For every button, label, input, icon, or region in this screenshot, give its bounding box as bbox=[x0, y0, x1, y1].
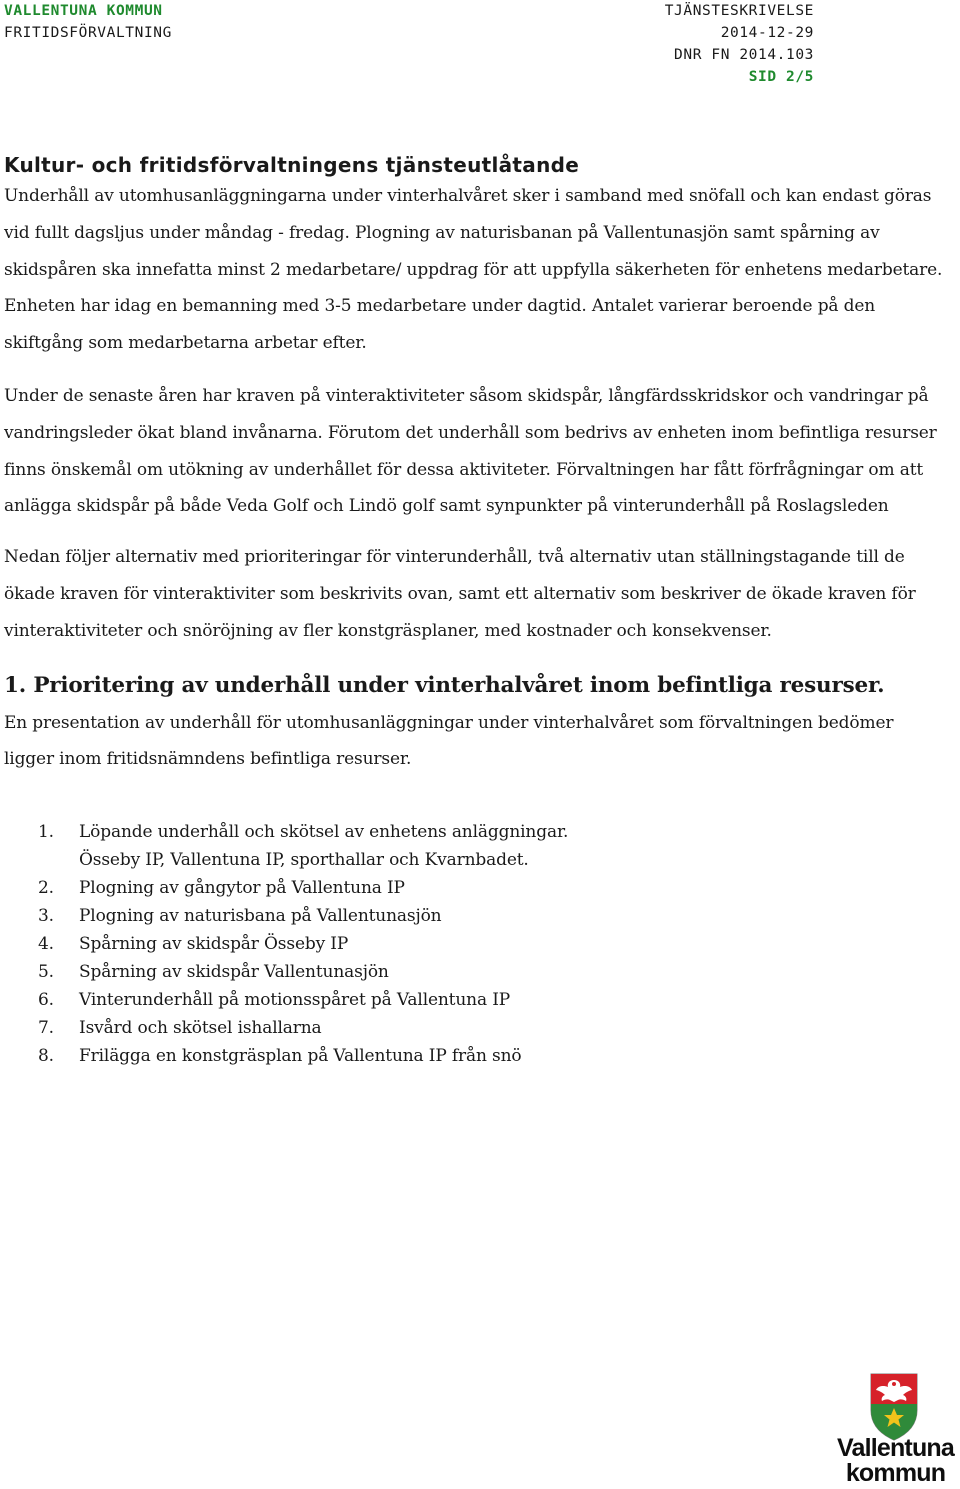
document-type: TJÄNSTESKRIVELSE bbox=[664, 3, 814, 19]
list-item-number: 6. bbox=[38, 990, 54, 1011]
list-item bbox=[4, 930, 944, 958]
list-item-text: Plogning av gångytor på Vallentuna IP bbox=[79, 878, 405, 899]
list-item-number: 2. bbox=[38, 878, 54, 899]
section-title: Kultur- och fritidsförvaltningens tjänsteutlåtande bbox=[4, 153, 580, 177]
list-item bbox=[4, 986, 944, 1014]
municipality-logo bbox=[833, 1372, 958, 1489]
list-item-text: Isvård och skötsel ishallarna bbox=[79, 1018, 322, 1039]
org-name: VALLENTUNA KOMMUN bbox=[4, 3, 163, 19]
alternative-1-intro: En presentation av underhåll för utomhusanläggningar under vinterhalvåret som förvaltningen bedömer ligger inom fritidsnämndens befintliga resurser. bbox=[4, 712, 894, 770]
list-item-text: Löpande underhåll och skötsel av enhetens anläggningar. bbox=[79, 822, 569, 843]
header-left bbox=[4, 0, 172, 44]
list-item-subtext: Össeby IP, Vallentuna IP, sporthallar och Kvarnbadet. bbox=[79, 850, 529, 871]
list-item bbox=[4, 874, 944, 902]
list-item-text: Spårning av skidspår Vallentunasjön bbox=[79, 962, 389, 983]
document-date: 2014-12-29 bbox=[720, 25, 814, 41]
coat-of-arms-icon bbox=[869, 1372, 919, 1442]
list-item-number: 4. bbox=[38, 934, 54, 955]
list-item-number: 1. bbox=[38, 822, 54, 843]
paragraph-alternatives: Nedan följer alternativ med prioriteringar för vinterunderhåll, två alternativ utan ställningstagande till de ökade kraven för vinteraktiviter som beskrivits ovan, samt ett alternativ som beskriver de ökade kraven för vinteraktiviteter och snöröjning av fler konstgräsplaner, med kostnader och konsekvenser. bbox=[4, 547, 916, 641]
list-item-number: 8. bbox=[38, 1046, 54, 1067]
document-dnr: DNR FN 2014.103 bbox=[674, 47, 814, 63]
list-item-text: Plogning av naturisbana på Vallentunasjön bbox=[79, 906, 442, 927]
list-item-number: 7. bbox=[38, 1018, 54, 1039]
document-body bbox=[4, 150, 944, 1070]
logo-line-1: Vallentuna bbox=[836, 1434, 955, 1462]
list-item bbox=[4, 958, 944, 986]
header-right bbox=[665, 0, 814, 88]
list-item-text: Vinterunderhåll på motionsspåret på Vallentuna IP bbox=[79, 990, 511, 1011]
list-item-number: 3. bbox=[38, 906, 54, 927]
list-item bbox=[4, 818, 944, 874]
list-item-text: Frilägga en konstgräsplan på Vallentuna IP från snö bbox=[79, 1046, 522, 1067]
logo-wordmark bbox=[833, 1436, 958, 1486]
page-number: SID 2/5 bbox=[748, 69, 814, 85]
list-item bbox=[4, 1014, 944, 1042]
alternative-1-heading: 1. Prioritering av underhåll under vinterhalvåret inom befintliga resurser. bbox=[4, 672, 885, 698]
priority-list bbox=[4, 818, 944, 1070]
paragraph-demands: Under de senaste åren har kraven på vinteraktiviteter såsom skidspår, långfärdsskridskor och vandringar på vandringsleder ökat bland invånarna. Förutom det underhåll som bedrivs av enheten inom befintliga resurser finns önskemål om utökning av underhållet för dessa aktiviteter. Förvaltningen har fått förfrågningar om att anlägga skidspår på både Veda Golf och Lindö golf samt synpunkter på vinterunderhåll på Roslagsleden bbox=[4, 385, 937, 517]
list-item bbox=[4, 902, 944, 930]
paragraph-staffing: Underhåll av utomhusanläggningarna under vinterhalvåret sker i samband med snöfall och kan endast göras vid fullt dagsljus under måndag - fredag. Plogning av naturisbanan på Vallentunasjön samt spårning av skidspåren ska innefatta minst 2 medarbetare/ uppdrag för att uppfylla säkerheten för enhetens medarbetare. Enheten har idag en bemanning med 3-5 medarbetare under dagtid. Antalet varierar beroende på den skiftgång som medarbetarna arbetar efter. bbox=[4, 186, 943, 354]
list-item-text: Spårning av skidspår Össeby IP bbox=[79, 934, 349, 955]
department-name: FRITIDSFÖRVALTNING bbox=[4, 25, 172, 41]
list-item bbox=[4, 1042, 944, 1070]
logo-line-2: kommun bbox=[845, 1459, 946, 1487]
list-item-number: 5. bbox=[38, 962, 54, 983]
